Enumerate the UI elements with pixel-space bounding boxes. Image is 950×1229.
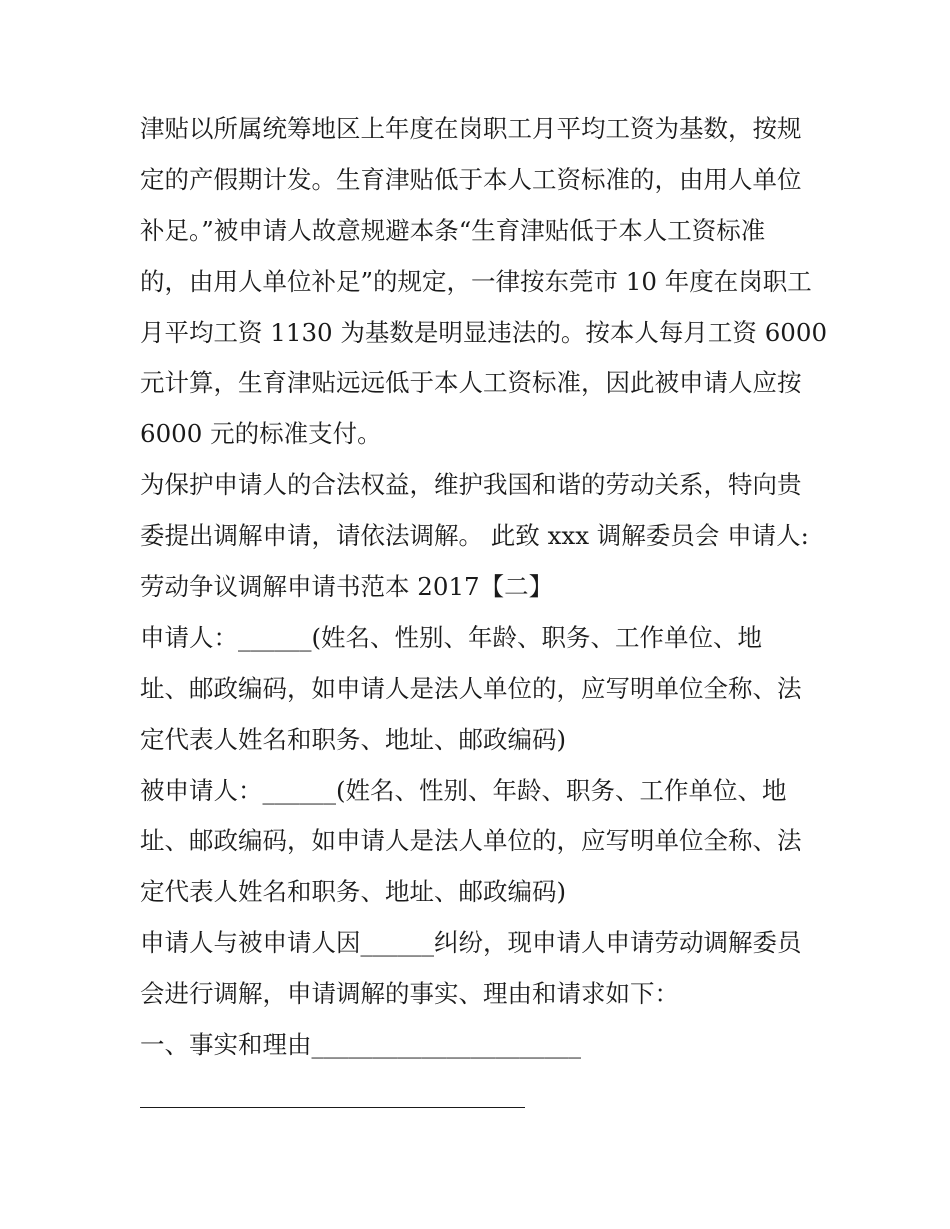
text-line: 委提出调解申请，请依法调解。 此致 xxx 调解委员会 申请人: xyxy=(140,521,809,551)
document-body xyxy=(140,104,828,1122)
text-line: 津贴以所属统筹地区上年度在岗职工月平均工资为基数，按规 xyxy=(140,114,802,143)
text-line: 定代表人姓名和职务、地址、邮政编码) xyxy=(140,877,567,907)
paragraph-line: 为保护申请人的合法权益，维护我国和谐的劳动关系，特向贵 xyxy=(140,470,802,500)
text-line: 址、邮政编码，如申请人是法人单位的，应写明单位全称、法 xyxy=(140,826,802,856)
text-line: 址、邮政编码，如申请人是法人单位的，应写明单位全称、法 xyxy=(140,673,802,703)
text-line: 月平均工资 1130 为基数是明显违法的。按本人每月工资 6000 xyxy=(140,317,828,347)
respondent-line: 被申请人：______(姓名、性别、年龄、职务、工作单位、地 xyxy=(140,775,787,805)
section-heading: 劳动争议调解申请书范本 2017【二】 xyxy=(140,572,554,602)
text-line: 元计算，生育津贴远远低于本人工资标准，因此被申请人应按 xyxy=(140,368,802,398)
facts-and-reasons-line: 一、事实和理由______________________ xyxy=(140,1030,581,1060)
text-line: 补足。”被申请人故意规避本条“生育津贴低于本人工资标准 xyxy=(140,215,766,245)
applicant-line: 申请人：______(姓名、性别、年龄、职务、工作单位、地 xyxy=(140,622,763,652)
text-line: 6000 元的标准支付。 xyxy=(140,419,382,449)
text-line: 会进行调解，申请调解的事实、理由和请求如下： xyxy=(140,979,679,1009)
blank-underline xyxy=(140,1107,525,1108)
text-line: 定的产假期计发。生育津贴低于本人工资标准的，由用人单位 xyxy=(140,164,802,194)
text-line: 定代表人姓名和职务、地址、邮政编码) xyxy=(140,724,567,754)
dispute-line: 申请人与被申请人因______纠纷，现申请人申请劳动调解委员 xyxy=(140,928,802,958)
fill-in-blank-line xyxy=(140,1071,820,1122)
text-line: 的，由用人单位补足”的规定，一律按东莞市 10 年度在岗职工 xyxy=(140,266,812,296)
